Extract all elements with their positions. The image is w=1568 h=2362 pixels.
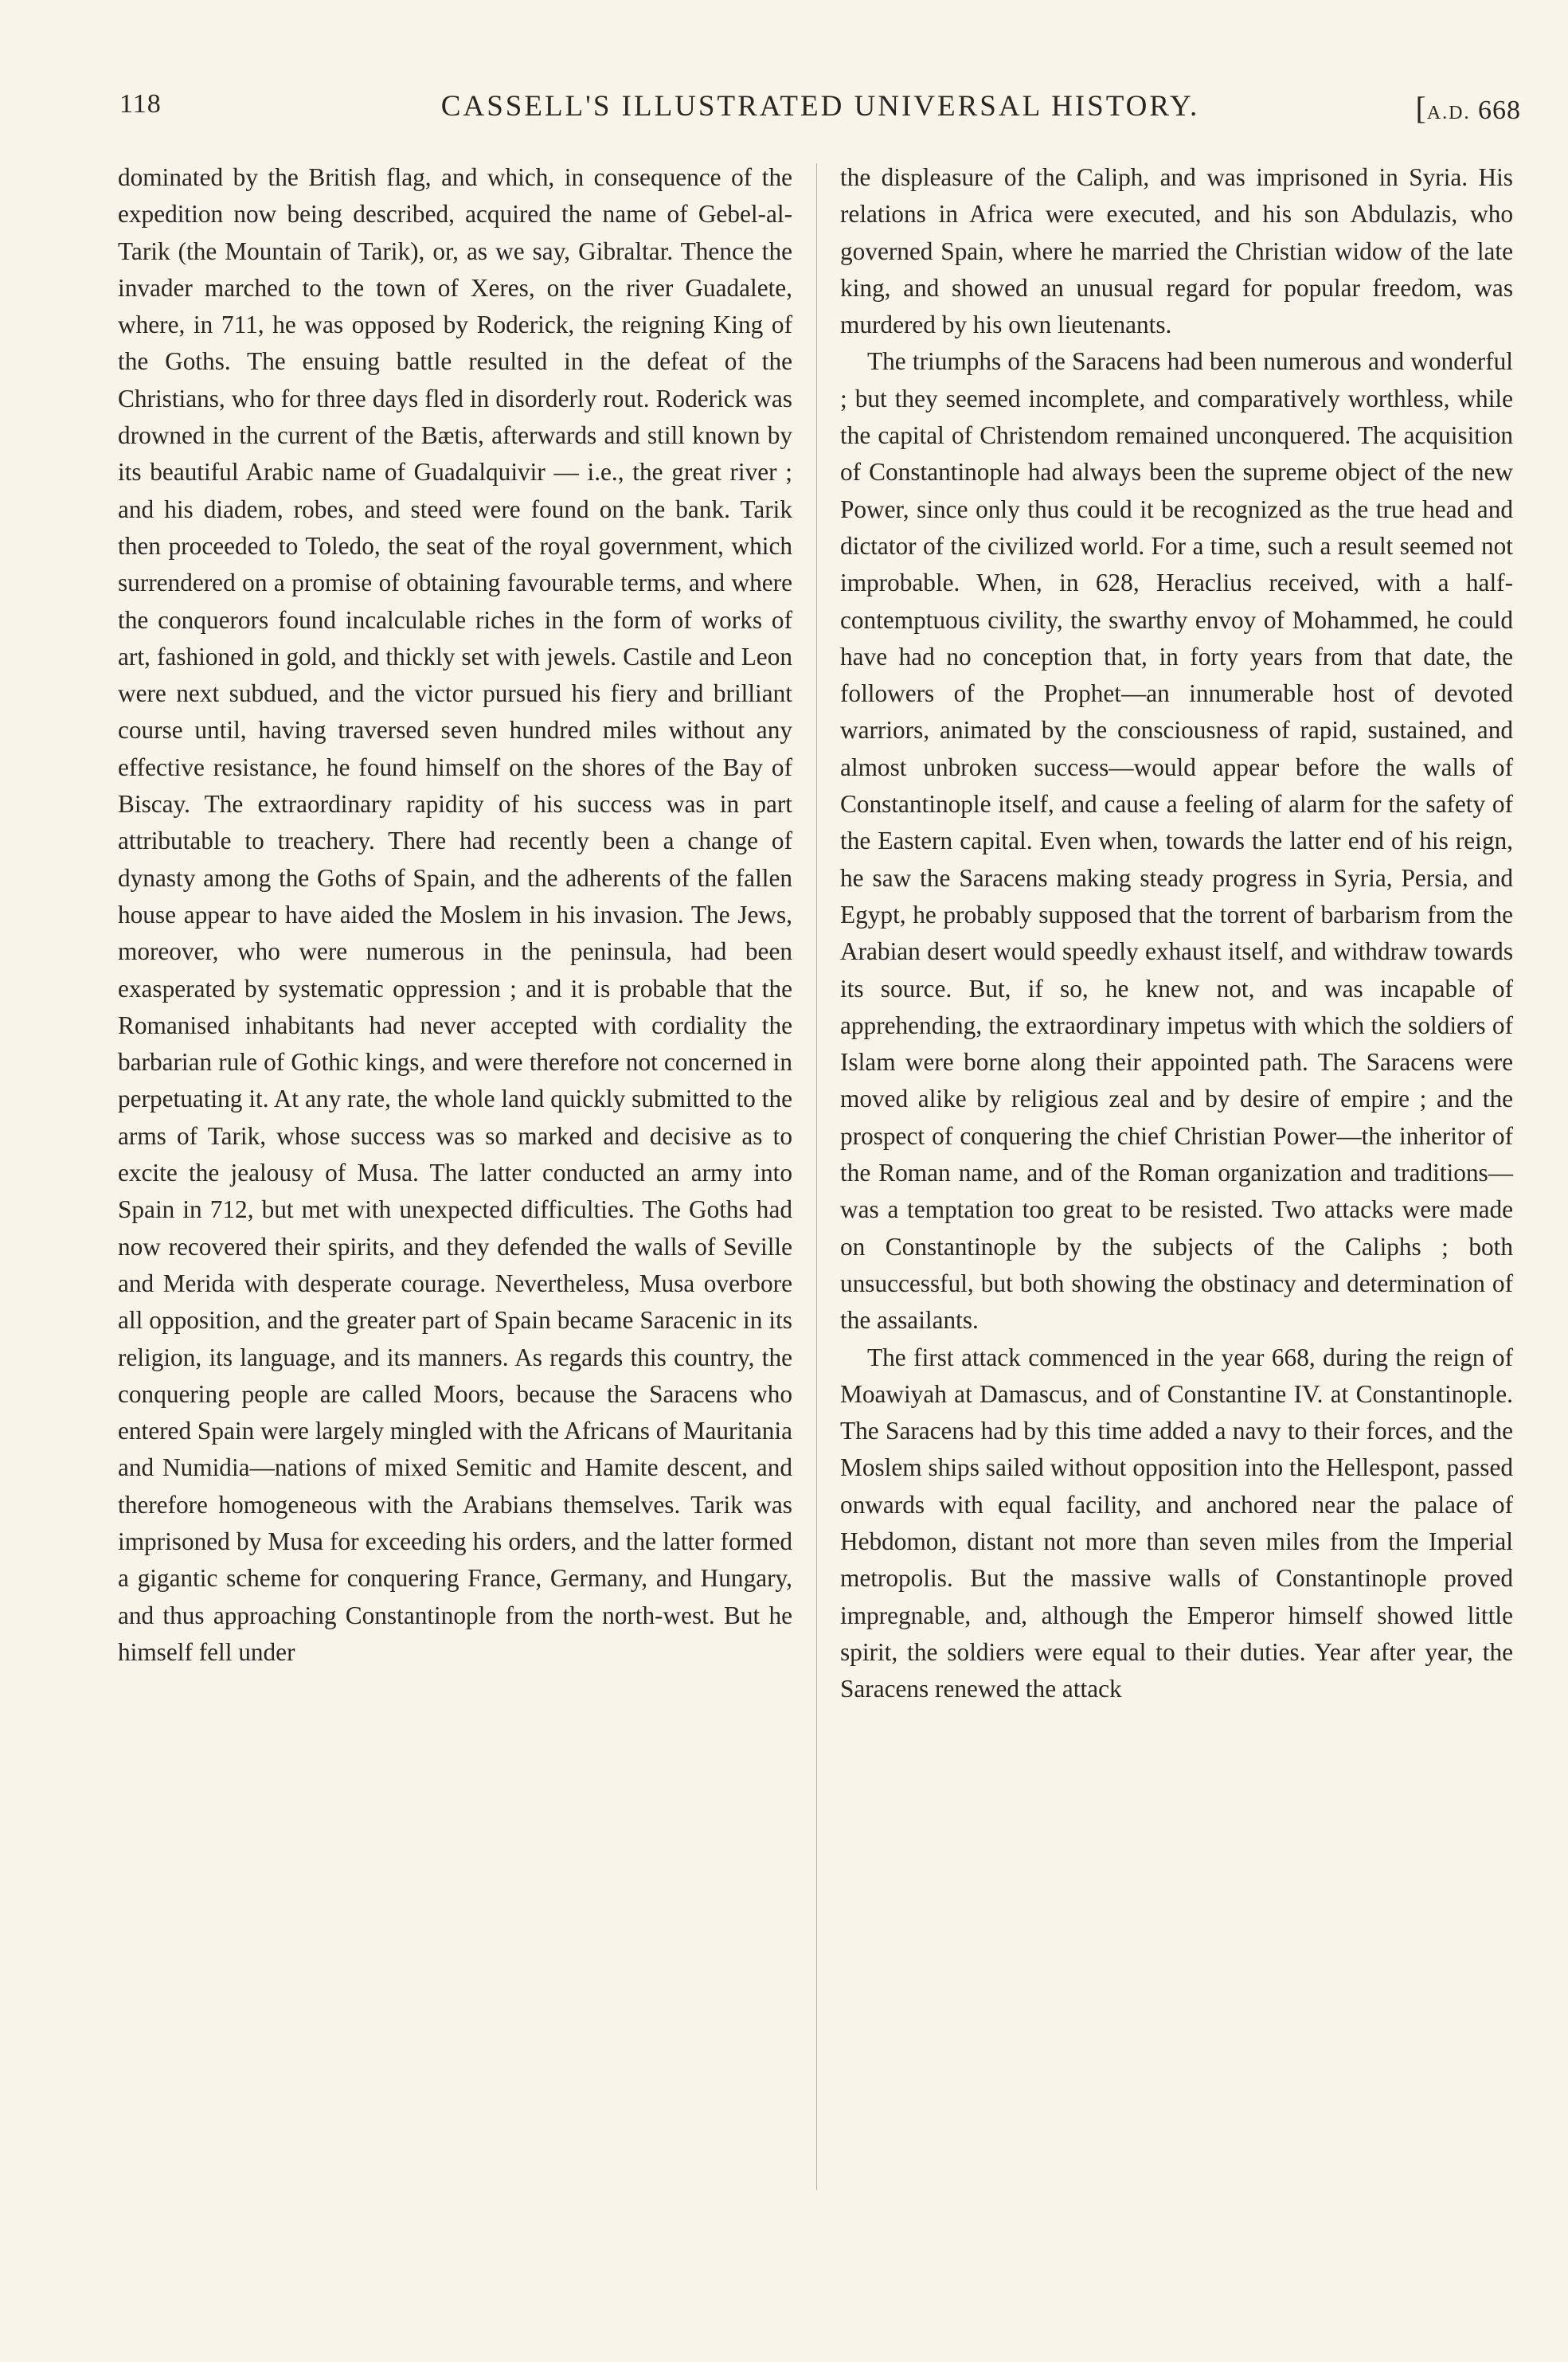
paragraph-first-attack: The first attack commenced in the year 668, during the reign of Moawiyah at Damascus, and of Constantine IV. at Constantinople. The Saracens had by this time added a navy to their forces, and the Moslem ships sailed without opposition into the Hellespont, passed onwards with equal facility, and anchored near the palace of Hebdomon, distant not more than seven miles from the Imperial metropolis. But the massive walls of Constantinople proved impregnable, and, although the Emperor himself showed little spirit, the soldiers were equal to their duties. Year after year, the Saracens renewed the attack (840, 1343, 1513, 1703)
paragraph-constantinople-ambition: The triumphs of the Saracens had been numerous and wonderful ; but they seemed incomplete, and comparatively worthless, while the capital of Christendom remained unconquered. The acquisition of Constantinople had always been the supreme object of the new Power, since only thus could it be recognized as the true head and dictator of the civilized world. For a time, such a result seemed not improbable. When, in 628, Heraclius received, with a half-contemptuous civility, the swarthy envoy of Mohammed, he could have had no conception that, in forty years from that date, the followers of the Prophet—an innumerable host of devoted warriors, animated by the consciousness of rapid, sustained, and almost unbroken success—would appear before the walls of Constantinople itself, and cause a feeling of alarm for the safety of the Eastern capital. Even when, towards the latter end of his reign, he saw the Saracens making steady progress in Syria, Persia, and Egypt, he probably supposed that the torrent of barbarism from the Arabian desert would speedly exhaust itself, and withdraw towards its source. But, if so, he knew not, and was incapable of apprehending, the extraordinary impetus with which the soldiers of Islam were borne along their appointed path. The Saracens were moved alike by religious zeal and by desire of empire ; and the prospect of conquering the chief Christian Power—the inheritor of the Roman name, and of the Roman organization and traditions—was a temptation too great to be resisted. Two attacks were made on Constantinople by the subjects of the Caliphs ; both unsuccessful, but both showing the obstinacy and determination of the assailants. (840, 347, 1513, 1335)
left-column (118, 159, 792, 1671)
date-year: 668 (1478, 96, 1521, 125)
paragraph-tarik-conquest: dominated by the British flag, and which, in consequence of the expedition now being described, acquired the name of Gebel-al-Tarik (the Mountain of Tarik), or, as we say, Gibraltar. Thence the invader marched to the town of Xeres, on the river Guadalete, where, in 711, he was opposed by Roderick, the reigning King of the Goths. The ensuing battle resulted in the defeat of the Christians, who for three days fled in disorderly rout. Roderick was drowned in the current of the Bætis, afterwards and still known by its beautiful Arabic name of Guadalquivir — i.e., the great river ; and his diadem, robes, and steed were found on the bank. Tarik then proceeded to Toledo, the seat of the royal government, which surrendered on a promise of obtaining favourable terms, and where the conquerors found incalculable riches in the form of works of art, fashioned in gold, and thickly set with jewels. Castile and Leon were next subdued, and the victor pursued his fiery and brilliant course until, having traversed seven hundred miles without any effective resistance, he found himself on the shores of the Bay of Biscay. The extraordinary rapidity of his success was in part attributable to treachery. There had recently been a change of dynasty among the Goths of Spain, and the adherents of the fallen house appear to have aided the Moslem in his invasion. The Jews, moreover, who were numerous in the peninsula, had been exasperated by systematic oppression ; and it is probable that the Romanised inhabitants had never accepted with cordiality the barbarian rule of Gothic kings, and were therefore not concerned in perpetuating it. At any rate, the whole land quickly submitted to the arms of Tarik, whose success was so marked and decisive as to excite the jealousy of Musa. The latter conducted an army into Spain in 712, but met with unexpected difficulties. The Goths had now recovered their spirits, and they defended the walls of Seville and Merida with desperate courage. Nevertheless, Musa overbore all opposition, and the greater part of Spain became Saracenic in its religion, its language, and its manners. As regards this country, the conquering people are called Moors, because the Saracens who entered Spain were largely mingled with the Africans of Mauritania and Numidia—nations of mixed Semitic and Hamite descent, and therefore homogeneous with the Arabians themselves. Tarik was imprisoned by Musa for exceeding his orders, and the latter formed a gigantic scheme for conquering France, Germany, and Hungary, and thus approaching Constantinople from the north-west. But he himself fell under (118, 163, 792, 1666)
date-era: A.D. (1426, 103, 1471, 123)
right-column (840, 159, 1513, 1707)
running-head (119, 89, 1521, 129)
column-rule (816, 163, 817, 2190)
paragraph-musa-disgrace: the displeasure of the Caliph, and was imprisoned in Syria. His relations in Africa were executed, and his son Abdulazis, who governed Spain, where he married the Christian widow of the late king, and showed an unusual regard for popular freedom, was murdered by his own lieutenants. (840, 163, 1513, 339)
running-title: CASSELL'S ILLUSTRATED UNIVERSAL HISTORY. (440, 90, 1200, 123)
page-number: 118 (119, 89, 162, 119)
running-date (1416, 89, 1522, 127)
date-bracket: [ (1415, 90, 1427, 126)
